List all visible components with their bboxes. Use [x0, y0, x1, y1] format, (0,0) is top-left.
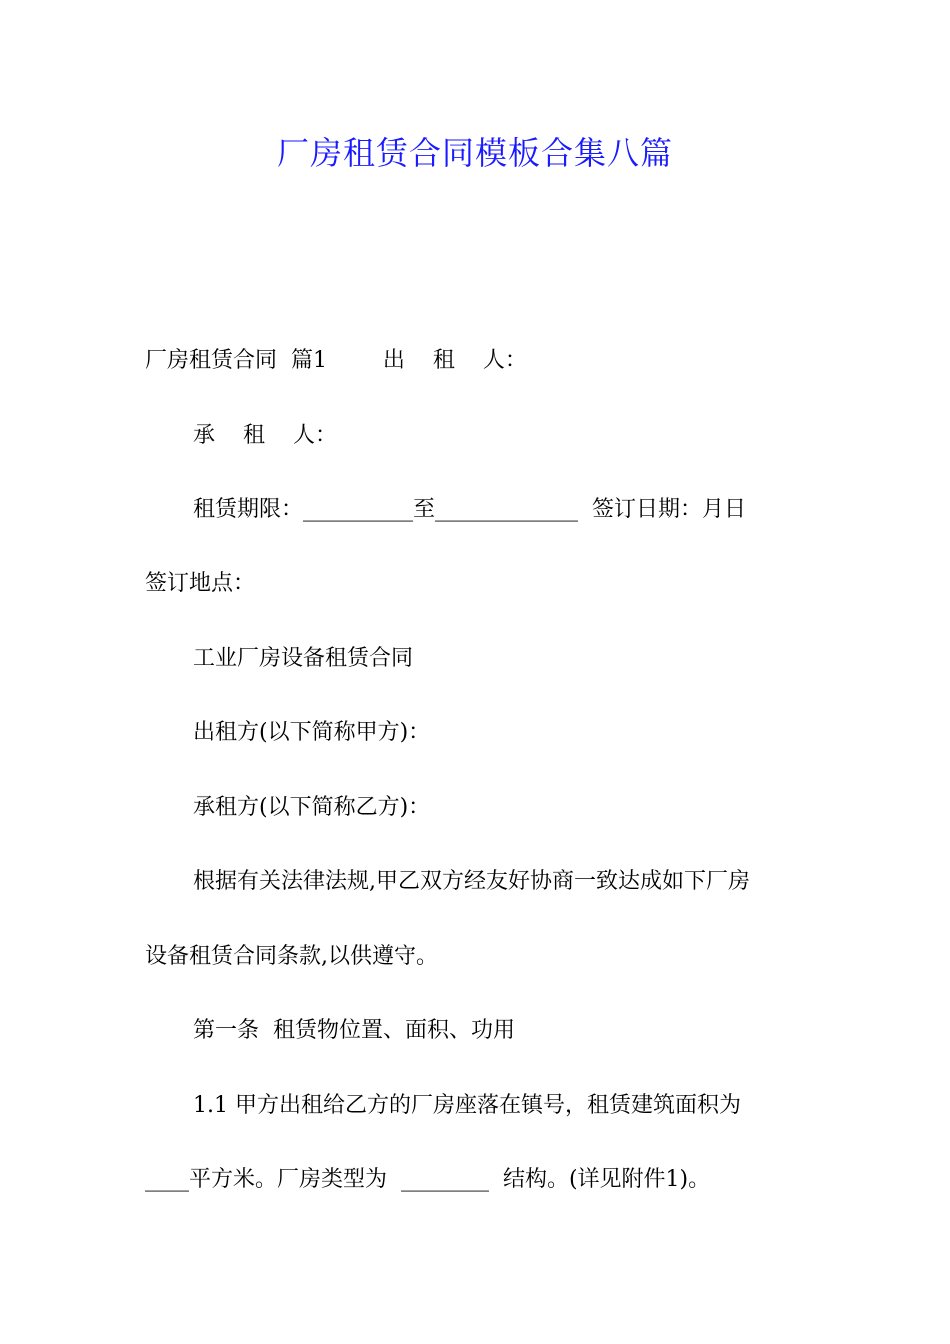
article-1-heading: 第一条 租赁物位置、面积、功用 [193, 1018, 515, 1043]
signing-place-line: 签订地点： [145, 571, 256, 596]
preamble-line-1: 根据有关法律法规,甲乙双方经友好协商一致达成如下厂房 [193, 869, 750, 894]
clause-1-1-line-2: ____平方米。厂房类型为 ________ 结构。(详见附件1)。 [145, 1167, 711, 1192]
document-title: 厂房租赁合同模板合集八篇 [276, 134, 673, 172]
lessor-party-line: 出租方(以下简称甲方)： [193, 720, 431, 745]
clause-1-1-line-1: 1.1 甲方出租给乙方的厂房座落在镇号，租赁建筑面积为 [193, 1093, 741, 1118]
contract-heading-line: 厂房租赁合同 篇1 出 租 人： [145, 348, 527, 373]
lease-term-line: 租赁期限：__________至_____________ 签订日期：月日 [193, 497, 746, 522]
preamble-line-2: 设备租赁合同条款,以供遵守。 [145, 944, 438, 969]
contract-subtitle: 工业厂房设备租赁合同 [193, 646, 414, 671]
lessee-party-line: 承租方(以下简称乙方)： [193, 795, 431, 820]
lessee-line: 承 租 人： [193, 423, 337, 448]
